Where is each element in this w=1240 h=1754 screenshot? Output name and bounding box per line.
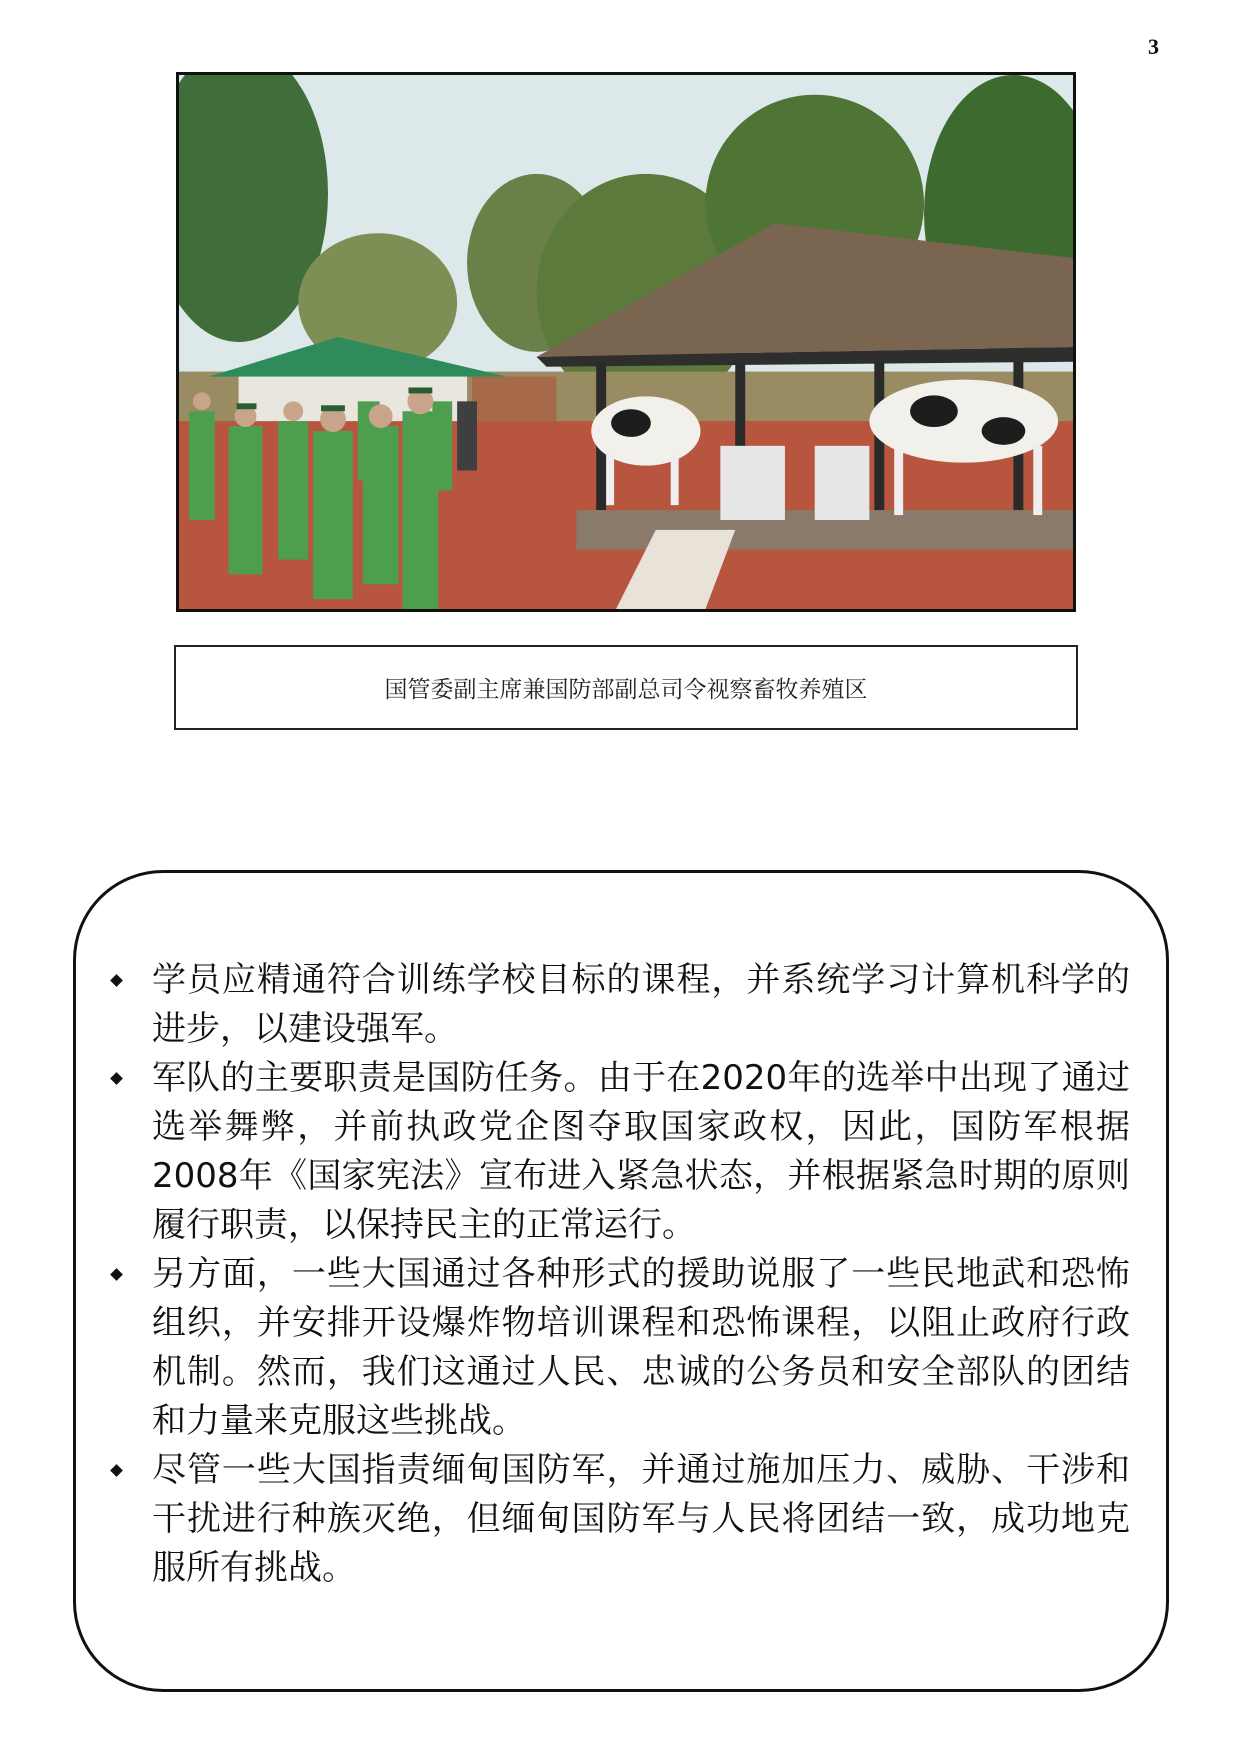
list-item — [100, 1054, 1130, 1250]
page-number: 3 — [1148, 34, 1159, 59]
key-points-list — [100, 956, 1130, 1593]
photo-caption-box — [174, 645, 1078, 730]
diamond-bullet-icon — [110, 1072, 123, 1085]
photo — [176, 72, 1076, 612]
list-item-text: 军队的主要职责是国防任务。由于在2020年的选举中出现了通过选举舞弊，并前执政党企图夺取国家政权，因此，国防军根据2008年《国家宪法》宣布进入紧急状态，并根据紧急时期的原则履行职责，以保持民主的正常运行。 — [152, 1058, 1130, 1245]
diamond-bullet-icon — [110, 1268, 123, 1281]
list-item-text: 另方面，一些大国通过各种形式的援助说服了一些民地武和恐怖组织，并安排开设爆炸物培训课程和恐怖课程，以阻止政府行政机制。然而，我们这通过人民、忠诚的公务员和安全部队的团结和力量来克服这些挑战。 — [152, 1254, 1130, 1441]
photo-caption: 国管委副主席兼国防部副总司令视察畜牧养殖区 — [384, 677, 868, 703]
photo-image — [179, 75, 1073, 609]
list-item-text: 尽管一些大国指责缅甸国防军，并通过施加压力、威胁、干涉和干扰进行种族灭绝，但缅甸国防军与人民将团结一致，成功地克服所有挑战。 — [152, 1450, 1130, 1588]
list-item-text: 学员应精通符合训练学校目标的课程，并系统学习计算机科学的进步，以建设强军。 — [152, 960, 1130, 1049]
list-item — [100, 956, 1130, 1054]
list-item — [100, 1446, 1130, 1593]
diamond-bullet-icon — [110, 1464, 123, 1477]
diamond-bullet-icon — [110, 974, 123, 987]
list-item — [100, 1250, 1130, 1446]
